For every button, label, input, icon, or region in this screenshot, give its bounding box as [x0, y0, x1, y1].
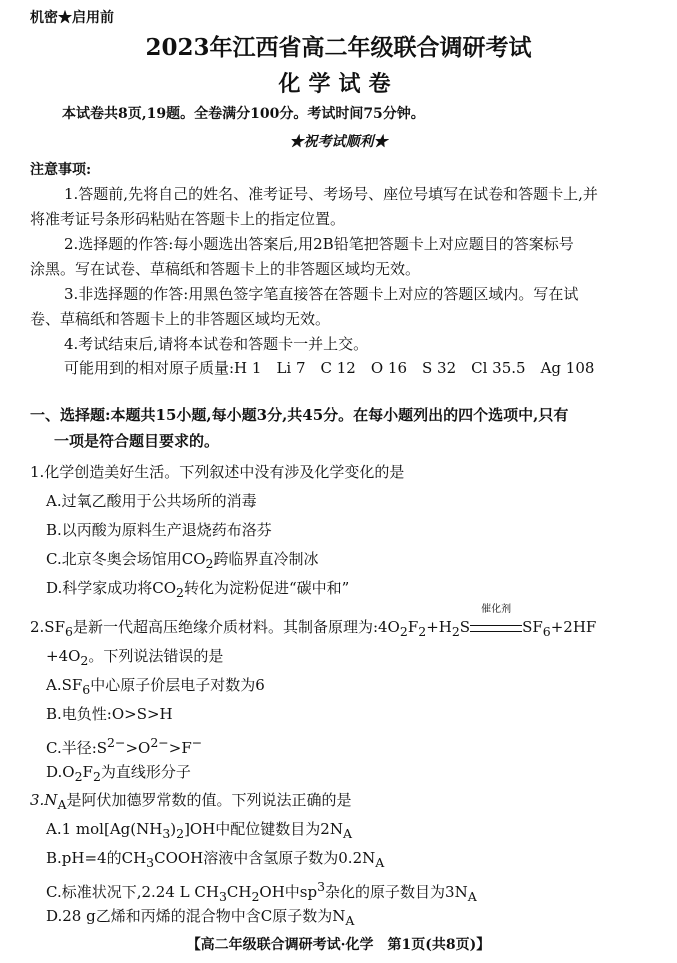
notice-item: 卷、草稿纸和答题卡上的非答题区域均无效。 — [30, 310, 331, 328]
paper-subtitle: 化学试卷 — [278, 71, 399, 97]
question-2-option-c: C.半径$:S^{2-}>O^{2-}>F^-$ — [46, 735, 203, 757]
good-luck-line: ★祝考试顺利★ — [289, 134, 388, 150]
atomic-masses: 可能用到的相对原子质量:H 1 Li 7 C 12 O 16 S 32 Cl 35.5 Ag 108 — [64, 359, 595, 377]
question-1-option-c: C.北京冬奥会场馆用$CO_2$跨临界直冷制冰 — [46, 550, 319, 571]
notice-title: 注意事项: — [30, 162, 92, 178]
page-footer: 【高二年级联合调研考试·化学 第1页(共8页)】 — [186, 937, 491, 953]
question-3-option-c: C.标准状况下,2.24 L $CH_3CH_2OH$中$sp^3$杂化的原子数目为$3N_A$ — [46, 879, 477, 904]
question-3-option-a: A.1 $mol[Ag(NH_3)_2]OH$中配位键数目为$2N_A$ — [46, 820, 353, 841]
question-2-option-d: $D.O_2F_2$为直线形分子 — [46, 763, 191, 784]
notice-item: 4.考试结束后,请将本试卷和答题卡一并上交。 — [64, 335, 369, 353]
notice-item: 3.非选择题的作答:用黑色签字笔直接答在答题卡上对应的答题区域内。写在试 — [64, 285, 579, 303]
notice-item: 1.答题前,先将自己的姓名、准考证号、考场号、座位号填写在试卷和答题卡上,并 — [64, 185, 598, 203]
question-3-option-d: D.28 g乙烯和丙烯的混合物中含C原子数为$N_A$ — [46, 907, 355, 928]
question-3-stem: $3.N_A$是阿伏加德罗常数的值。下列说法正确的是 — [30, 791, 352, 812]
notice-item: 涂黑。写在试卷、草稿纸和答题卡上的非答题区域均无效。 — [30, 260, 421, 278]
question-2-stem-cont: $+4O_2$。下列说法错误的是 — [46, 647, 224, 668]
question-1-stem: 1.化学创造美好生活。下列叙述中没有涉及化学变化的是 — [30, 463, 405, 481]
confidential-label: 机密★启用前 — [30, 10, 114, 26]
question-1-option-b: B.以丙酸为原料生产退烧药布洛芬 — [46, 521, 272, 539]
question-2-stem: $2.SF_6$是新一代超高压绝缘介质材料。其制备原理为$:4O_2F_2+H_2S$ 催化剂 $SF_6+2HF$ — [30, 604, 597, 639]
section-heading-cont: 一项是符合题目要求的。 — [54, 432, 220, 450]
exam-title: 2023年江西省高二年级联合调研考试 — [145, 34, 532, 61]
question-2-option-a: $A.SF_6$中心原子价层电子对数为6 — [46, 676, 265, 697]
notice-item: 将准考证号条形码粘贴在答题卡上的指定位置。 — [30, 210, 346, 228]
exam-info: 本试卷共8页,19题。全卷满分100分。考试时间75分钟。 — [62, 106, 425, 122]
question-2-option-b: B.电负性:O>S>H — [46, 705, 173, 723]
section-heading: 一、选择题:本题共15小题,每小题3分,共45分。在每小题列出的四个选项中,只有 — [30, 406, 569, 424]
question-1-option-a: A.过氧乙酸用于公共场所的消毒 — [46, 492, 257, 510]
notice-item: 2.选择题的作答:每小题选出答案后,用2B铅笔把答题卡上对应题目的答案标号 — [64, 235, 574, 253]
question-3-option-b: B.pH=4的$CH_3COOH$溶液中含氢原子数为$0.2N_A$ — [46, 849, 385, 870]
question-1-option-d: D.科学家成功将$CO_2$转化为淀粉促进“碳中和” — [46, 579, 350, 600]
catalyst-equals-sign: 催化剂 — [470, 617, 522, 632]
